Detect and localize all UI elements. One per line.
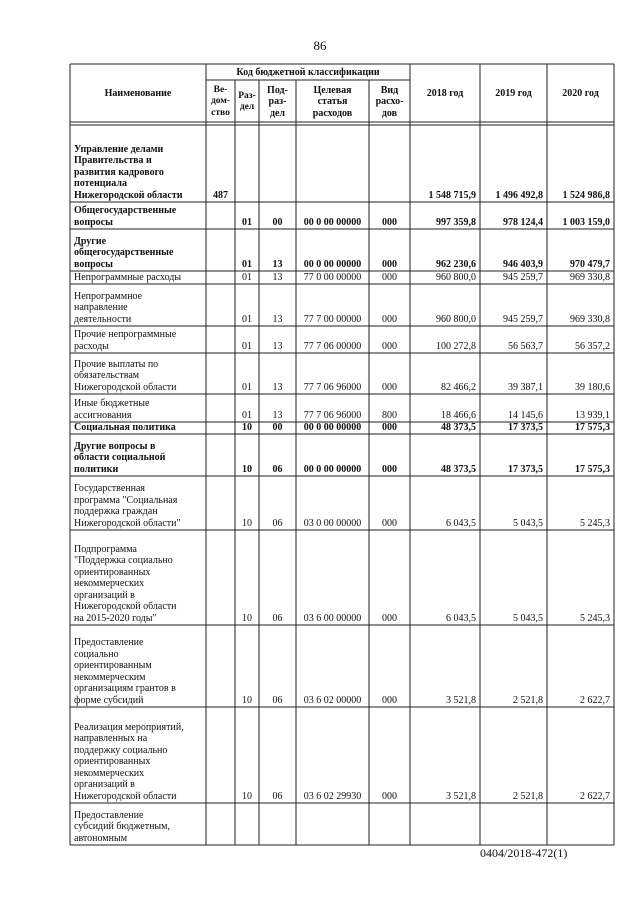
- row-vr: 000: [382, 258, 397, 270]
- row-ved: [206, 707, 235, 802]
- row-pr: [259, 137, 296, 201]
- row-name: Непрограммные расходы: [74, 271, 182, 283]
- row-rz: 10: [242, 790, 252, 802]
- row-csr: 77 7 06 00000: [303, 340, 362, 352]
- header-name: Наименование: [104, 88, 172, 100]
- row-y2018: 6 043,5: [446, 612, 476, 624]
- row-ved: [206, 394, 235, 421]
- row-csr: 03 6 02 00000: [303, 694, 362, 706]
- row-csr: 77 7 00 00000: [303, 313, 362, 325]
- row-rz: 01: [242, 381, 252, 393]
- row-pr: 13: [272, 409, 283, 421]
- row-y2019: 14 145,6: [508, 409, 543, 421]
- row-csr: 00 0 00 00000: [303, 216, 362, 228]
- row-vr: [369, 803, 410, 844]
- row-y2020: 5 245,3: [580, 517, 610, 529]
- row-y2020: 1 003 159,0: [562, 216, 610, 228]
- row-vr: 000: [382, 313, 397, 325]
- row-rz: 01: [242, 313, 252, 325]
- header-code-group: Код бюджетной классификации: [236, 66, 380, 78]
- row-ved: [206, 229, 235, 270]
- row-y2020: 17 575,3: [575, 463, 610, 475]
- row-pr: 06: [272, 517, 283, 529]
- row-y2020: 56 357,2: [575, 340, 610, 352]
- header-razdel: Раз- дел: [238, 90, 256, 112]
- row-y2018: 960 800,0: [436, 313, 476, 325]
- row-pr: 06: [272, 612, 283, 624]
- row-y2020: 17 575,3: [575, 422, 610, 433]
- row-csr: 03 6 00 00000: [303, 612, 362, 624]
- row-vr: 000: [382, 271, 397, 283]
- row-name: Другие вопросы в области социальной политики: [74, 440, 166, 475]
- row-vr: [369, 137, 410, 201]
- row-pr: 00: [272, 216, 283, 228]
- header-csr: Целевая статья расходов: [312, 84, 353, 119]
- row-csr: 77 7 06 96000: [303, 381, 362, 393]
- row-y2019: 56 563,7: [508, 340, 543, 352]
- row-y2020: 970 479,7: [570, 258, 610, 270]
- row-ved: [206, 476, 235, 529]
- row-csr: 03 0 00 00000: [303, 517, 362, 529]
- row-csr: 77 0 00 00000: [303, 271, 362, 283]
- row-csr: 77 7 06 96000: [303, 409, 362, 421]
- row-y2019: 978 124,4: [503, 216, 543, 228]
- row-y2020: [547, 803, 614, 844]
- row-vr: 000: [382, 422, 397, 433]
- row-y2018: 6 043,5: [446, 517, 476, 529]
- row-vr: 000: [382, 463, 397, 475]
- row-pr: 13: [272, 381, 283, 393]
- row-pr: 06: [272, 463, 283, 475]
- row-rz: 01: [242, 258, 252, 270]
- row-y2018: 962 230,6: [436, 258, 476, 270]
- row-name: Общегосударственные вопросы: [74, 205, 177, 228]
- row-csr: 00 0 00 00000: [303, 463, 362, 475]
- row-csr: [296, 803, 369, 844]
- row-pr: [259, 803, 296, 844]
- row-csr: 00 0 00 00000: [303, 258, 362, 270]
- footer-code: 0404/2018-472(1): [480, 846, 568, 860]
- row-name: Государственная программа "Социальная поддержка граждан Нижегородской области": [74, 483, 181, 529]
- row-rz: 10: [242, 517, 252, 529]
- row-rz: 01: [242, 271, 252, 283]
- row-name: Предоставление социально ориентированным некоммерческим организациям грантов в форме субсидий: [74, 637, 176, 706]
- row-y2019: 1 496 492,8: [495, 189, 543, 201]
- row-rz: [235, 803, 259, 844]
- row-vr: 000: [382, 694, 397, 706]
- row-y2020: 5 245,3: [580, 612, 610, 624]
- row-y2018: 960 800,0: [436, 271, 476, 283]
- row-name: Прочие непрограммные расходы: [74, 329, 177, 352]
- row-ved: [206, 284, 235, 325]
- row-rz: 01: [242, 216, 252, 228]
- row-name: Социальная политика: [74, 422, 176, 433]
- header-vr: Вид расхо- дов: [375, 84, 404, 119]
- row-rz: 10: [242, 612, 252, 624]
- row-ved: [206, 422, 235, 433]
- row-rz: [235, 137, 259, 201]
- row-y2018: 18 466,6: [441, 409, 476, 421]
- page-number: 86: [313, 38, 327, 53]
- row-pr: 13: [272, 271, 283, 283]
- row-pr: 13: [272, 313, 283, 325]
- row-vr: 000: [382, 216, 397, 228]
- header-2020: 2020 год: [562, 88, 599, 100]
- row-name: Непрограммное направление деятельности: [74, 290, 143, 325]
- row-rz: 01: [242, 340, 252, 352]
- row-ved: [206, 326, 235, 352]
- row-y2019: 946 403,9: [503, 258, 543, 270]
- row-csr: 03 6 02 29930: [303, 790, 362, 802]
- row-y2018: 3 521,8: [446, 694, 476, 706]
- row-vr: 000: [382, 790, 397, 802]
- row-name: Подпрограмма "Поддержка социально ориентированных некоммерческих организаций в Нижегородской области на 2015-2020 годы": [74, 543, 177, 624]
- row-rz: 10: [242, 422, 252, 433]
- row-y2019: 5 043,5: [513, 612, 543, 624]
- row-y2019: 5 043,5: [513, 517, 543, 529]
- row-y2018: 82 466,2: [441, 381, 476, 393]
- header-2019: 2019 год: [495, 88, 532, 100]
- row-y2019: 2 521,8: [513, 790, 543, 802]
- row-pr: 06: [272, 790, 283, 802]
- row-y2020: 969 330,8: [570, 313, 610, 325]
- row-name: Другие общегосударственные вопросы: [74, 235, 174, 270]
- row-y2020: 13 939,1: [575, 409, 610, 421]
- row-pr: 13: [272, 258, 283, 270]
- row-name: Реализация мероприятий, направленных на поддержку социально ориентированных некоммерческих организаций в Нижегородской области: [74, 721, 184, 802]
- row-ved: [206, 271, 235, 283]
- row-y2020: 969 330,8: [570, 271, 610, 283]
- row-y2018: 48 373,5: [441, 422, 476, 433]
- header-2018: 2018 год: [426, 88, 464, 100]
- row-y2019: 17 373,5: [508, 422, 543, 433]
- row-vr: 000: [382, 381, 397, 393]
- row-ved: [206, 803, 235, 844]
- row-ved: [206, 530, 235, 624]
- row-y2018: [410, 803, 480, 844]
- row-y2018: 100 272,8: [436, 340, 476, 352]
- header-ved: Ве- дом- ство: [210, 84, 230, 118]
- row-rz: 10: [242, 463, 252, 475]
- row-y2020: 2 622,7: [580, 694, 610, 706]
- row-vr: 000: [382, 612, 397, 624]
- row-rz: 10: [242, 694, 252, 706]
- row-name: Предоставление субсидий бюджетным, автономным: [74, 809, 170, 844]
- row-y2019: 39 387,1: [508, 381, 543, 393]
- row-ved: 487: [213, 189, 228, 201]
- row-vr: 800: [382, 409, 397, 421]
- row-pr: 06: [272, 694, 283, 706]
- row-rz: 01: [242, 409, 252, 421]
- row-ved: [206, 434, 235, 475]
- row-y2019: 945 259,7: [503, 271, 543, 283]
- row-pr: 13: [272, 340, 283, 352]
- row-y2020: 2 622,7: [580, 790, 610, 802]
- row-ved: [206, 202, 235, 228]
- row-y2018: 3 521,8: [446, 790, 476, 802]
- row-y2018: 48 373,5: [441, 463, 476, 475]
- row-y2020: 1 524 986,8: [562, 189, 610, 201]
- row-name: Прочие выплаты по обязательствам Нижегородской области: [74, 358, 177, 393]
- row-y2019: [480, 803, 547, 844]
- row-pr: 00: [272, 422, 283, 433]
- row-csr: 00 0 00 00000: [303, 422, 362, 433]
- row-vr: 000: [382, 340, 397, 352]
- row-ved: [206, 353, 235, 393]
- row-y2018: 997 359,8: [436, 216, 476, 228]
- row-name: Иные бюджетные ассигнования: [74, 398, 150, 421]
- row-ved: [206, 625, 235, 706]
- row-vr: 000: [382, 517, 397, 529]
- row-name: Управление делами Правительства и развития кадрового потенциала Нижегородской области: [74, 143, 183, 201]
- row-y2019: 2 521,8: [513, 694, 543, 706]
- row-y2019: 945 259,7: [503, 313, 543, 325]
- header-podrazdel: Под- раз- дел: [267, 84, 288, 119]
- row-y2020: 39 180,6: [575, 381, 610, 393]
- row-y2018: 1 548 715,9: [428, 189, 476, 201]
- row-csr: [296, 137, 369, 201]
- row-y2019: 17 373,5: [508, 463, 543, 475]
